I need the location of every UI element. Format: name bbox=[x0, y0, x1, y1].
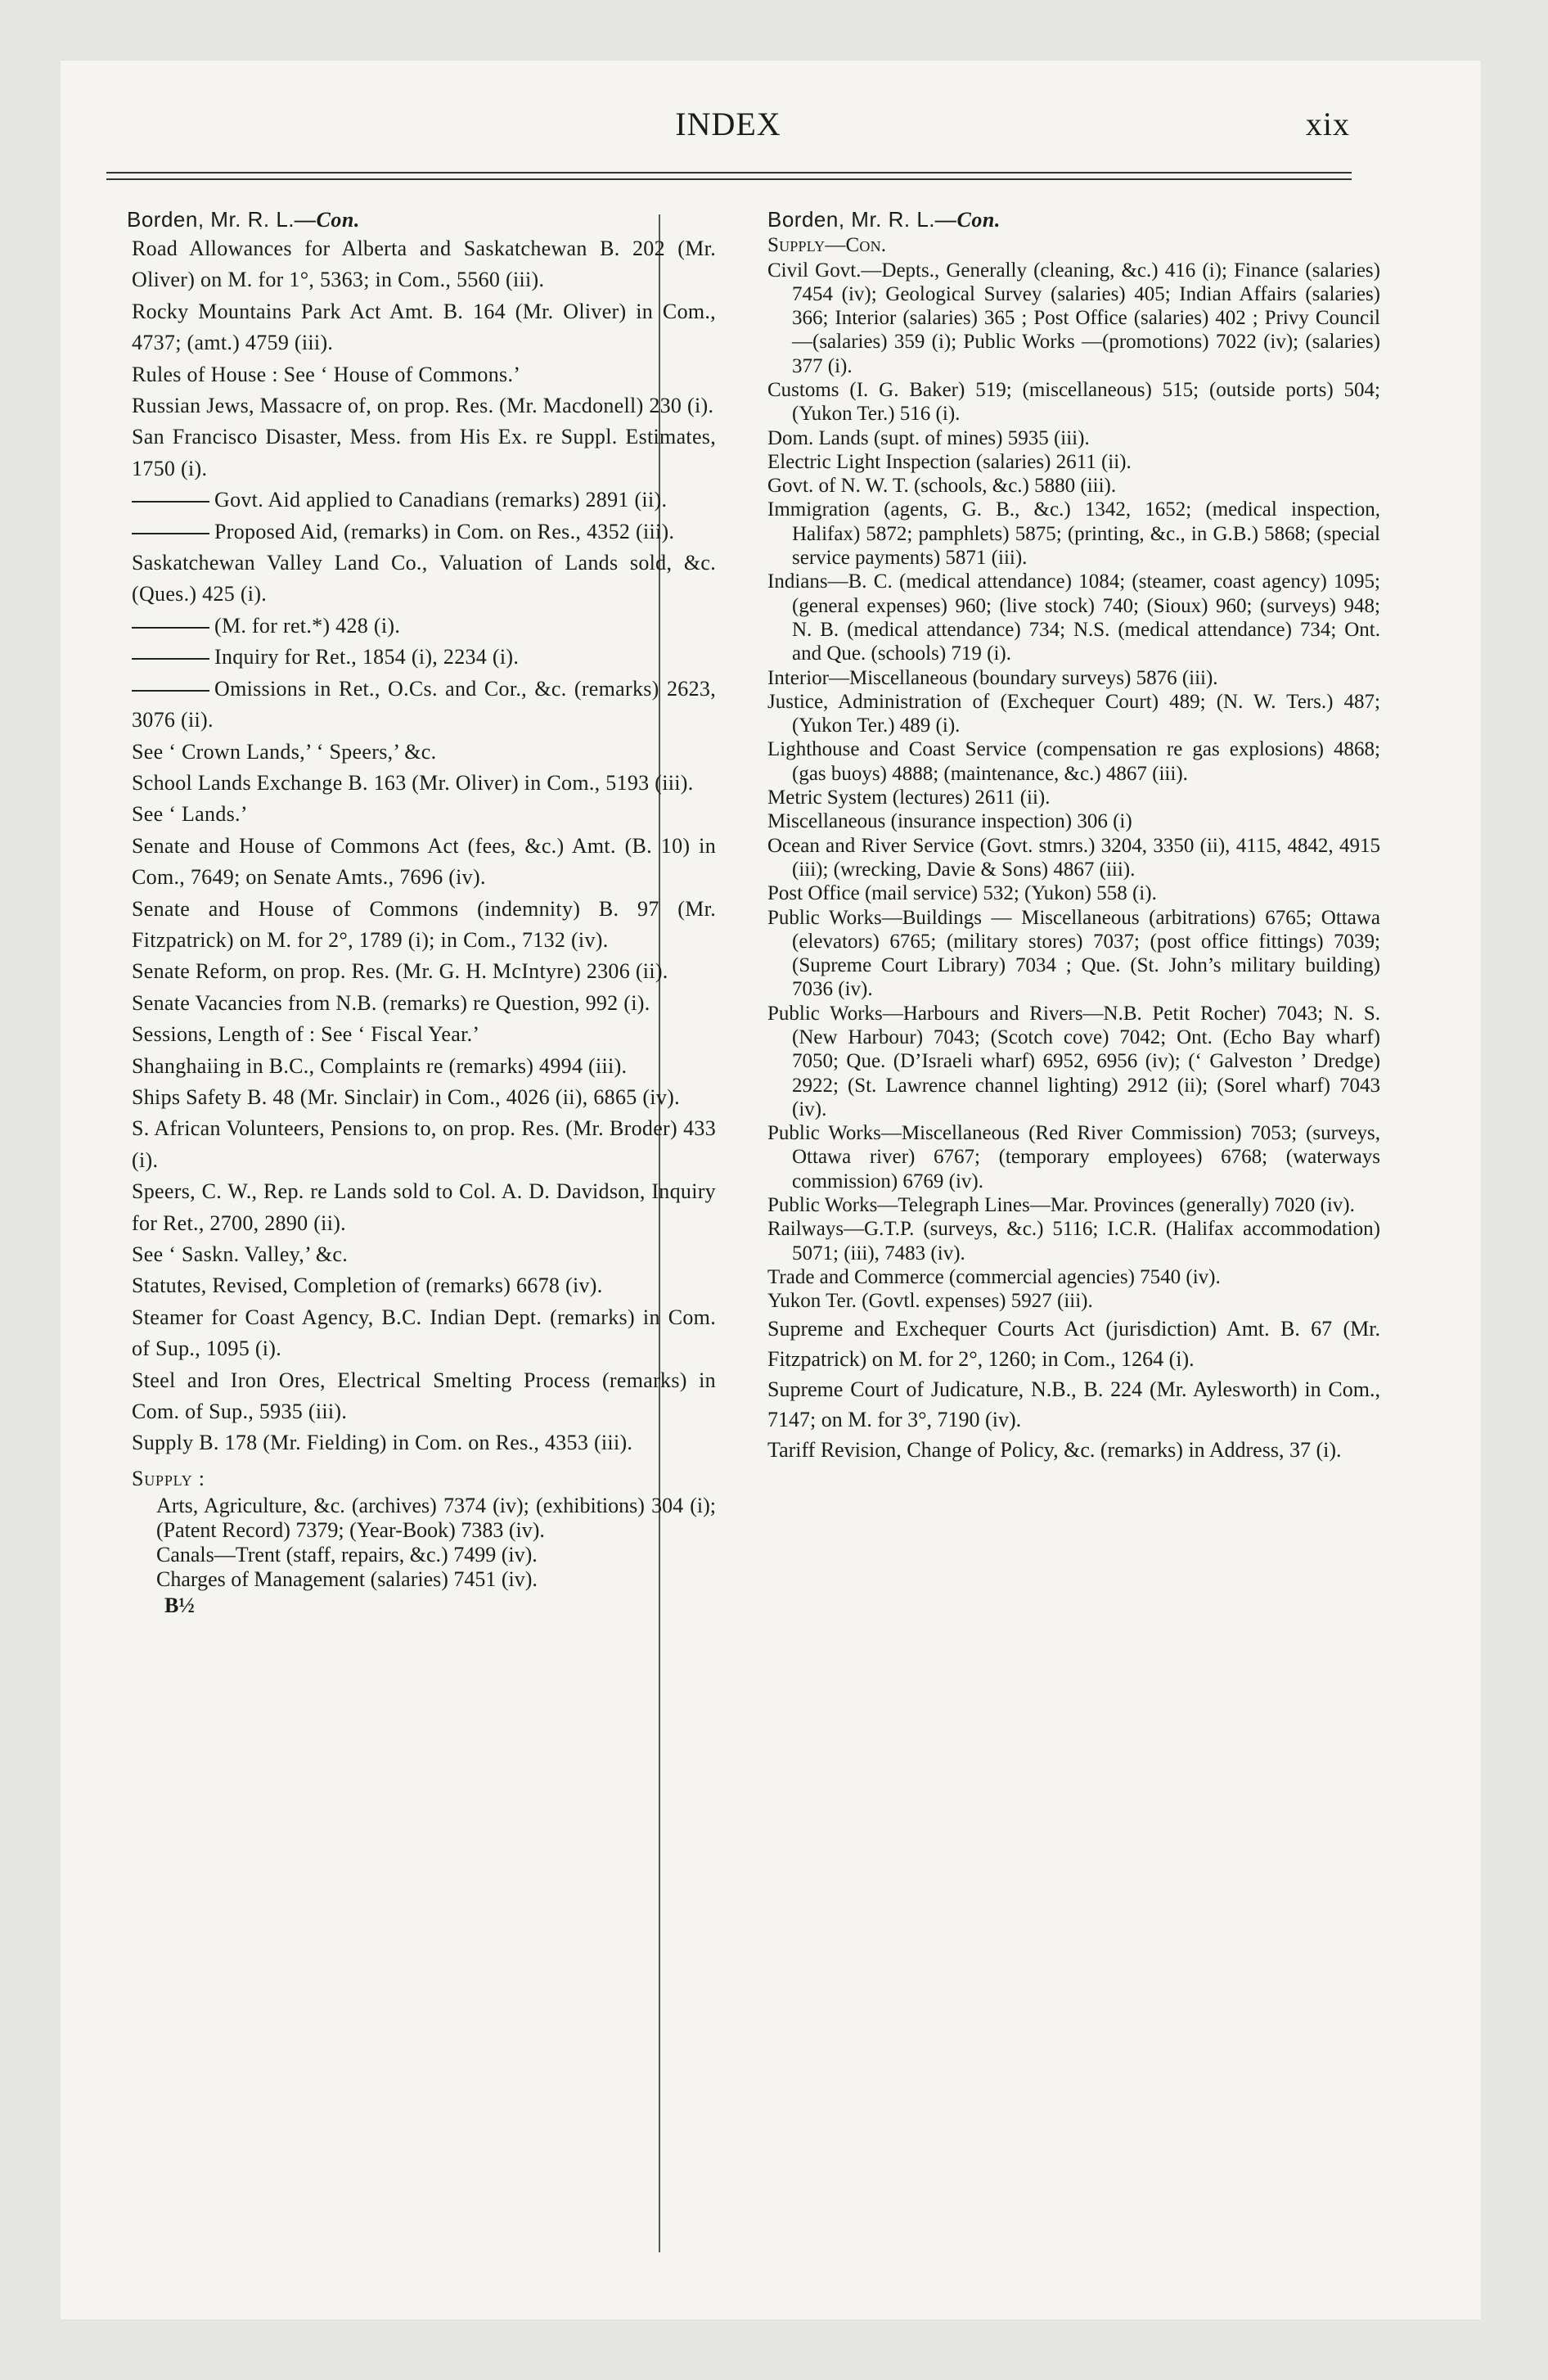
right-column bbox=[705, 206, 1380, 1465]
index-entry: School Lands Exchange B. 163 (Mr. Oliver) in Com., 5193 (iii). bbox=[132, 770, 694, 795]
index-entry: San Francisco Disaster, Mess. from His Ex. re Suppl. Estimates, 1750 (i). bbox=[132, 425, 716, 480]
index-entry: Supreme and Exchequer Courts Act (jurisdiction) Amt. B. 67 (Mr. Fitzpatrick) on M. for 2°, 1260; in Com., 1264 (i). bbox=[767, 1316, 1380, 1371]
header-rule-bottom bbox=[106, 178, 1352, 180]
page-header bbox=[106, 105, 1350, 178]
index-subentry: Proposed Aid, (remarks) in Com. on Res., 4352 (iii). bbox=[132, 516, 716, 548]
right-heading: Borden, Mr. R. L.—Con. bbox=[767, 207, 1001, 232]
index-entry: Supreme Court of Judicature, N.B., B. 224 (Mr. Aylesworth) in Com., 7147; on M. for 3°, 7190 (iv). bbox=[767, 1377, 1380, 1431]
index-subentry: Omissions in Ret., O.Cs. and Cor., &c. (remarks) 2623, 3076 (ii). bbox=[132, 676, 716, 732]
supply-item: Yukon Ter. (Govtl. expenses) 5927 (iii). bbox=[767, 1290, 1093, 1313]
supply-item: Public Works—Buildings — Miscellaneous (arbitrations) 6765; Ottawa (elevators) 6765; (military stores) 7037; (post office fittings) 7039; (Supreme Court Library) 7034 ; Que. (St. John’s military building) 7036 (iv). bbox=[767, 906, 1380, 1001]
supply-item: Interior—Miscellaneous (boundary surveys) 5876 (iii). bbox=[767, 666, 1218, 689]
left-column bbox=[127, 206, 716, 1620]
supply-item: Civil Govt.—Depts., Generally (cleaning, &c.) 416 (i); Finance (salaries) 7454 (iv); Geological Survey (salaries) 405; Indian Affairs (salaries) 366; Interior (salaries) 365 ; Post Office (salaries) 402 ; Privy Council—(salaries) 359 (i); Public Works —(promotions) 7022 (iv); (salaries) 377 (i). bbox=[767, 259, 1380, 377]
supply-item: Customs (I. G. Baker) 519; (miscellaneous) 515; (outside ports) 504; (Yukon Ter.) 516 (i). bbox=[767, 378, 1380, 426]
ditto-dash bbox=[132, 533, 209, 534]
index-entry: Senate Vacancies from N.B. (remarks) re Question, 992 (i). bbox=[132, 990, 650, 1015]
signature-mark: B½ bbox=[164, 1593, 195, 1617]
supply-item: Ocean and River Service (Govt. stmrs.) 3204, 3350 (ii), 4115, 4842, 4915 (iii); (wrecking, Davie & Sons) 4867 (iii). bbox=[767, 834, 1380, 881]
index-entry: Tariff Revision, Change of Policy, &c. (remarks) in Address, 37 (i). bbox=[767, 1437, 1342, 1462]
index-subentry: (M. for ret.*) 428 (i). bbox=[132, 611, 716, 642]
index-entry: Steel and Iron Ores, Electrical Smelting Process (remarks) in Com. of Sup., 5935 (iii). bbox=[132, 1368, 716, 1424]
index-entry: Shanghaiing in B.C., Complaints re (remarks) 4994 (iii). bbox=[132, 1053, 628, 1078]
index-entry: Sessions, Length of : See ‘ Fiscal Year.’ bbox=[132, 1022, 480, 1047]
supply-label: Supply : bbox=[132, 1466, 205, 1490]
supply-item: Arts, Agriculture, &c. (archives) 7374 (iv); (exhibitions) 304 (i); (Patent Record) 7379; (Year-Book) 7383 (iv). bbox=[156, 1493, 716, 1542]
left-heading: Borden, Mr. R. L.—Con. bbox=[127, 207, 360, 232]
supply-item: Miscellaneous (insurance inspection) 306 (i) bbox=[767, 810, 1132, 833]
index-entry: Ships Safety B. 48 (Mr. Sinclair) in Com., 4026 (ii), 6865 (iv). bbox=[132, 1084, 680, 1109]
index-entry: S. African Volunteers, Pensions to, on prop. Res. (Mr. Broder) 433 (i). bbox=[132, 1116, 716, 1172]
page-title: INDEX bbox=[675, 106, 781, 142]
index-entry: Speers, C. W., Rep. re Lands sold to Col. A. D. Davidson, Inquiry for Ret., 2700, 2890 (ii). bbox=[132, 1179, 716, 1235]
supply-item: Lighthouse and Coast Service (compensation re gas explosions) 4868; (gas buoys) 4888; (maintenance, &c.) 4867 (iii). bbox=[767, 738, 1380, 785]
index-entry: Senate and House of Commons (indemnity) B. 97 (Mr. Fitzpatrick) on M. for 2°, 1789 (i); in Com., 7132 (iv). bbox=[132, 896, 716, 952]
supply-item: Justice, Administration of (Exchequer Court) 489; (N. W. Ters.) 487; (Yukon Ter.) 489 (i). bbox=[767, 690, 1380, 737]
index-entry: Steamer for Coast Agency, B.C. Indian Dept. (remarks) in Com. of Sup., 1095 (i). bbox=[132, 1305, 716, 1361]
page-number: xix bbox=[1305, 106, 1350, 142]
supply-item: Railways—G.T.P. (surveys, &c.) 5116; I.C.R. (Halifax accommodation) 5071; (iii), 7483 (iv). bbox=[767, 1218, 1380, 1264]
supply-item: Public Works—Telegraph Lines—Mar. Provinces (generally) 7020 (iv). bbox=[767, 1194, 1355, 1217]
ditto-dash bbox=[132, 501, 209, 503]
index-see-also: See ‘ Lands.’ bbox=[132, 802, 248, 827]
supply-item: Indians—B. C. (medical attendance) 1084; (steamer, coast agency) 1095; (general expenses) 960; (live stock) 740; (Sioux) 960; (surveys) 948; N. B. (medical attendance) 734; N.S. (medical attendance) 734; Ont. and Que. (schools) 719 (i). bbox=[767, 570, 1380, 665]
ditto-dash bbox=[132, 690, 209, 692]
supply-item: Canals—Trent (staff, repairs, &c.) 7499 (iv). bbox=[156, 1542, 538, 1566]
index-entry: Saskatchewan Valley Land Co., Valuation of Lands sold, &c. (Ques.) 425 (i). bbox=[132, 551, 716, 606]
index-subentry: Inquiry for Ret., 1854 (i), 2234 (i). bbox=[132, 642, 716, 673]
index-entry: Road Allowances for Alberta and Saskatchewan B. 202 (Mr. Oliver) on M. for 1°, 5363; in Com., 5560 (iii). bbox=[132, 237, 716, 292]
index-entry: Senate Reform, on prop. Res. (Mr. G. H. McIntyre) 2306 (ii). bbox=[132, 959, 668, 984]
index-see-also: See ‘ Crown Lands,’ ‘ Speers,’ &c. bbox=[132, 739, 437, 764]
supply-item: Post Office (mail service) 532; (Yukon) 558 (i). bbox=[767, 882, 1157, 905]
supply-item: Charges of Management (salaries) 7451 (iv). bbox=[156, 1566, 538, 1591]
supply-item: Trade and Commerce (commercial agencies) 7540 (iv). bbox=[767, 1265, 1221, 1288]
supply-item: Metric System (lectures) 2611 (ii). bbox=[767, 787, 1051, 809]
header-rule-top bbox=[106, 172, 1352, 174]
supply-item: Public Works—Harbours and Rivers—N.B. Petit Rocher) 7043; N. S. (New Harbour) 7043; (Scotch cove) 7042; Ont. (Echo Bay wharf) 7050; Que. (D’Israeli wharf) 6952, 6956 (iv); (‘ Galveston ’ Dredge) 2922; (St. Lawrence channel lighting) 2912 (ii); (Sorel wharf) 7043 (iv). bbox=[767, 1002, 1380, 1120]
supply-item: Public Works—Miscellaneous (Red River Commission) 7053; (surveys, Ottawa river) 6767; (temporary employees) 6768; (waterways commission) 6769 (iv). bbox=[767, 1122, 1380, 1192]
index-entry: Russian Jews, Massacre of, on prop. Res. (Mr. Macdonell) 230 (i). bbox=[132, 394, 714, 418]
index-see-also: See ‘ Saskn. Valley,’ &c. bbox=[132, 1242, 349, 1266]
index-subentry: Govt. Aid applied to Canadians (remarks) 2891 (ii). bbox=[132, 485, 716, 516]
supply-item: Dom. Lands (supt. of mines) 5935 (iii). bbox=[767, 426, 1090, 449]
index-entry: Rules of House : See ‘ House of Commons.’ bbox=[132, 362, 521, 386]
index-entry: Rocky Mountains Park Act Amt. B. 164 (Mr. Oliver) in Com., 4737; (amt.) 4759 (iii). bbox=[132, 299, 716, 355]
supply-item: Electric Light Inspection (salaries) 2611 (ii). bbox=[767, 450, 1132, 473]
index-entry: Statutes, Revised, Completion of (remarks) 6678 (iv). bbox=[132, 1273, 603, 1298]
ditto-dash bbox=[132, 627, 209, 629]
supply-item: Immigration (agents, G. B., &c.) 1342, 1652; (medical inspection, Halifax) 5872; pamphlets) 5875; (printing, &c., in G.B.) 5868; (special service payments) 5871 (iii). bbox=[767, 498, 1380, 570]
index-entry: Supply B. 178 (Mr. Fielding) in Com. on Res., 4353 (iii). bbox=[132, 1431, 633, 1455]
ditto-dash bbox=[132, 658, 209, 660]
supply-item: Govt. of N. W. T. (schools, &c.) 5880 (iii). bbox=[767, 475, 1117, 498]
index-entry: Senate and House of Commons Act (fees, &c.) Amt. (B. 10) in Com., 7649; on Senate Amts., 7696 (iv). bbox=[132, 833, 716, 890]
supply-label: Supply—Con. bbox=[767, 234, 887, 256]
